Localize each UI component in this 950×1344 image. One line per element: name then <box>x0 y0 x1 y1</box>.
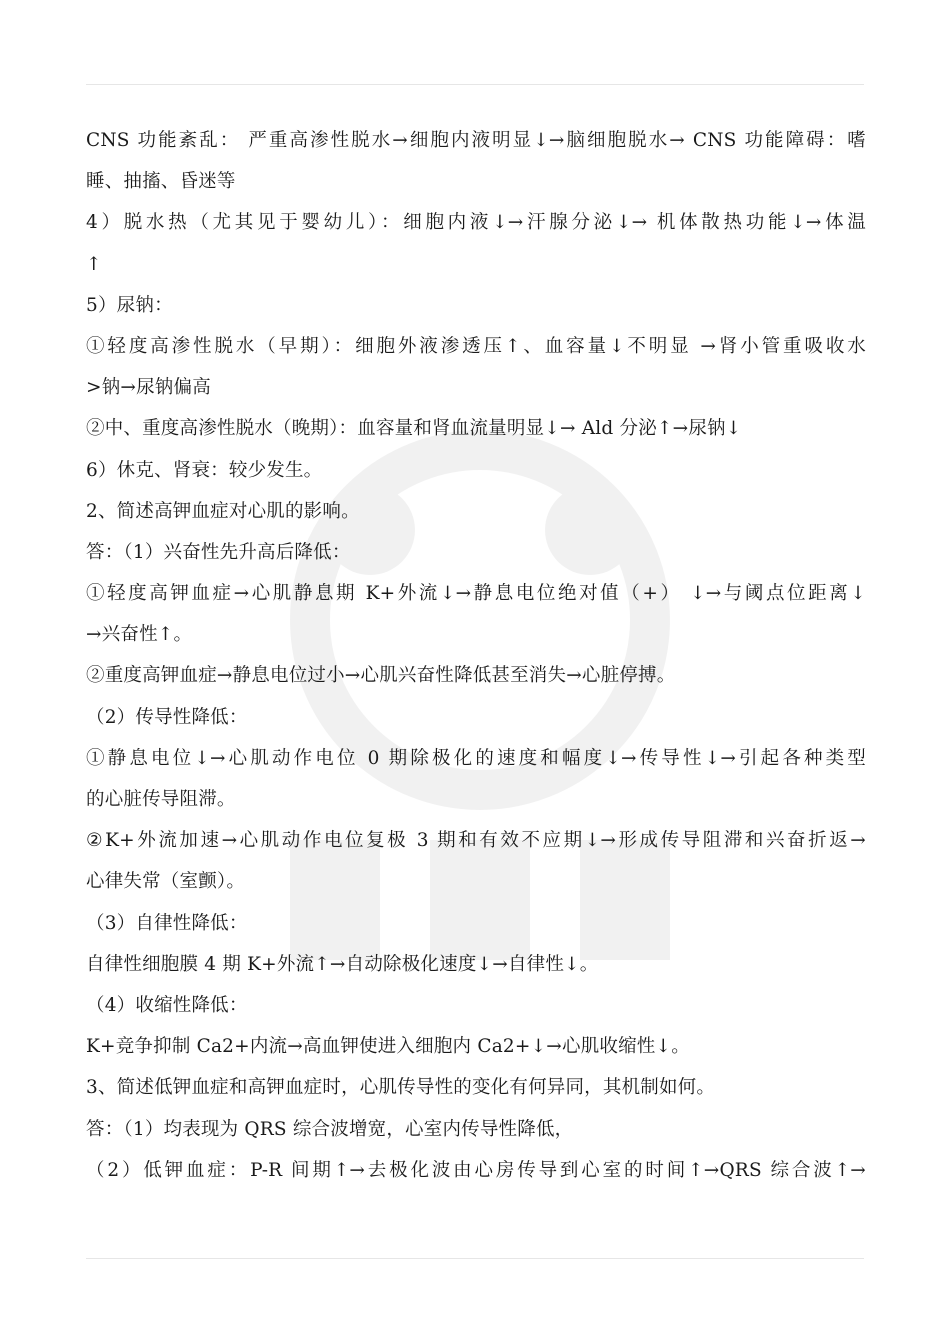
text-line: 6）休克、肾衰：较少发生。 <box>86 459 323 481</box>
text-line: 的心脏传导阻滞。 <box>86 789 236 810</box>
question-heading: 2、简述高钾血症对心肌的影响。 <box>86 500 360 522</box>
text-line: ②K+外流加速→心肌动作电位复极 3 期和有效不应期↓→形成传导阻滞和兴奋折返→ <box>86 830 866 852</box>
text-line: ①轻度高钾血症→心肌静息期 K+外流↓→静息电位绝对值（+） ↓→与阈点位距离↓ <box>86 583 866 605</box>
text-line: CNS 功能紊乱： 严重高渗性脱水→细胞内液明显↓→脑细胞脱水→ CNS 功能障碍：嗜 <box>86 130 866 151</box>
answer-line: 答：（1）均表现为 QRS 综合波增宽，心室内传导性降低， <box>86 1118 574 1140</box>
text-line: ②重度高钾血症→静息电位过小→心肌兴奋性降低甚至消失→心脏停搏。 <box>86 665 676 687</box>
text-line: 4）脱水热（尤其见于婴幼儿）：细胞内液↓→汗腺分泌↓→ 机体散热功能↓→体温 <box>86 212 866 234</box>
text-line: ②中、重度高渗性脱水（晚期）：血容量和肾血流量明显↓→ Ald 分泌↑→尿钠↓ <box>86 418 742 440</box>
footer-rule <box>86 1258 864 1259</box>
subheading: （2）传导性降低： <box>86 706 248 728</box>
document-body <box>86 120 866 1191</box>
text-line: （2）低钾血症：P-R 间期↑→去极化波由心房传导到心室的时间↑→QRS 综合波↑→ <box>86 1159 866 1181</box>
text-line: >钠→尿钠偏高 <box>86 377 211 399</box>
text-line: ↑ <box>86 253 102 275</box>
text-line: 心律失常（室颤）。 <box>86 871 246 893</box>
subheading: （4）收缩性降低： <box>86 994 248 1016</box>
answer-line: 答：（1）兴奋性先升高后降低： <box>86 541 351 563</box>
question-heading: 3、简述低钾血症和高钾血症时，心肌传导性的变化有何异同，其机制如何。 <box>86 1077 716 1099</box>
header-rule <box>86 84 864 85</box>
text-line: →兴奋性↑。 <box>86 624 193 646</box>
text-line: 5）尿钠： <box>86 294 173 316</box>
text-line: 自律性细胞膜 4 期 K+外流↑→自动除极化速度↓→自律性↓。 <box>86 953 599 975</box>
text-line: ①轻度高渗性脱水（早期）：细胞外液渗透压↑、血容量↓不明显 →肾小管重吸收水 <box>86 335 866 357</box>
subheading: （3）自律性降低： <box>86 912 248 934</box>
text-line: ①静息电位↓→心肌动作电位 0 期除极化的速度和幅度↓→传导性↓→引起各种类型 <box>86 747 866 769</box>
text-line: K+竞争抑制 Ca2+内流→高血钾使进入细胞内 Ca2+↓→心肌收缩性↓。 <box>86 1036 690 1058</box>
text-line: 睡、抽搐、昏迷等 <box>86 171 236 193</box>
